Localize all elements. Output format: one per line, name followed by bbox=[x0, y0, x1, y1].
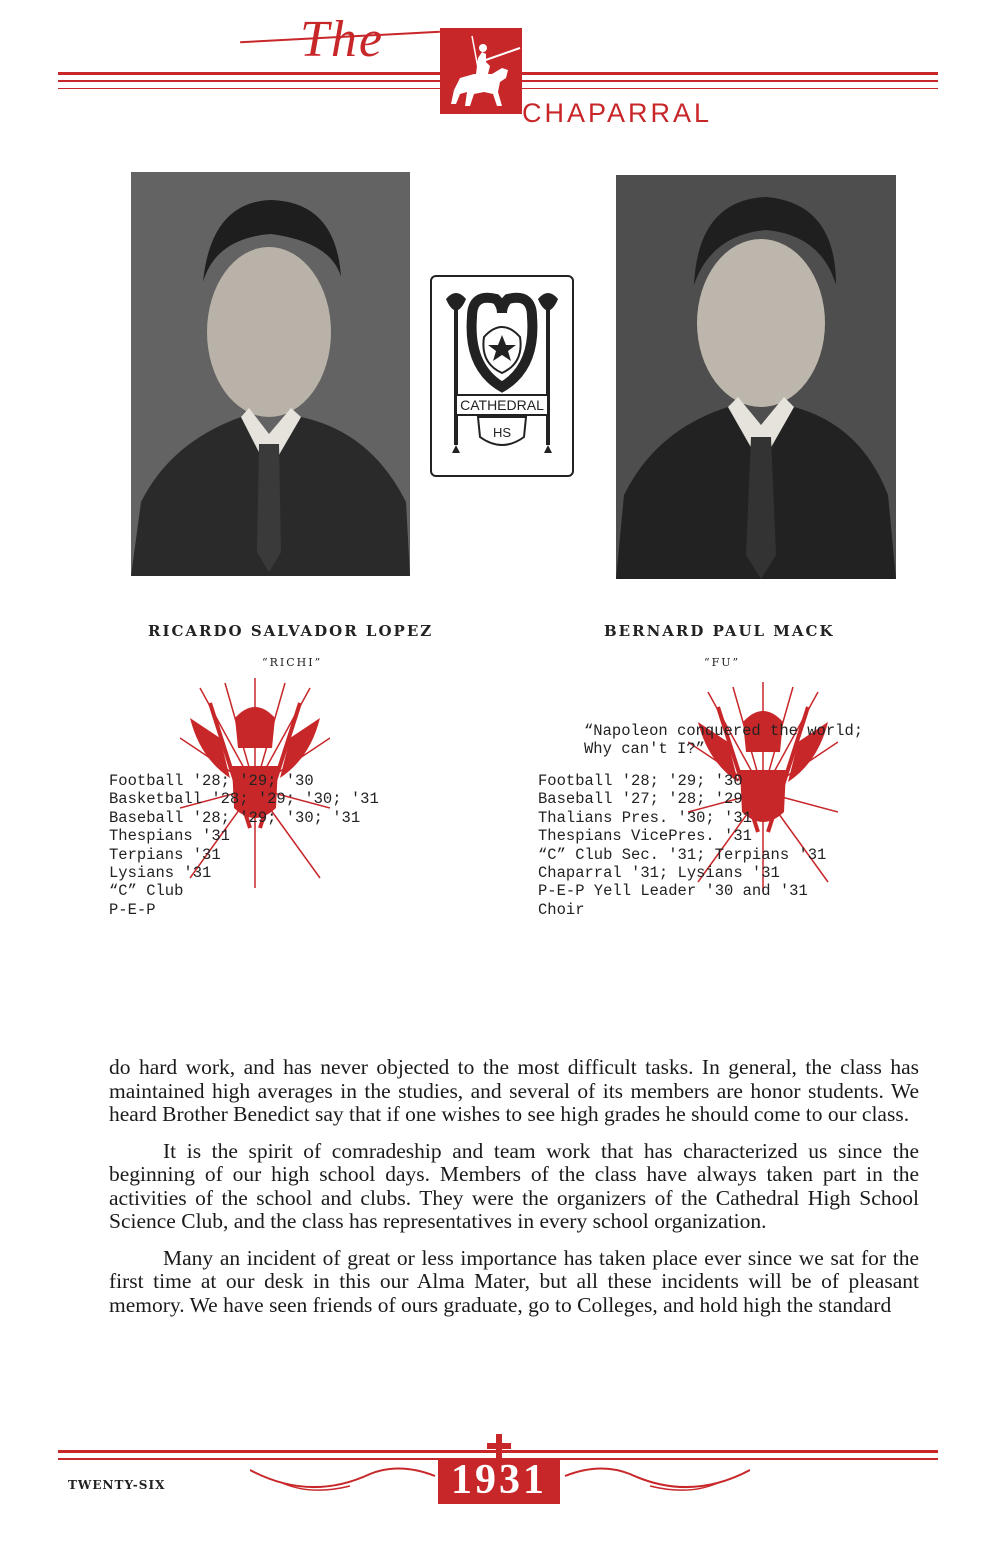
student-activities-lopez: Football '28; '29; '30 Basketball '28; '29; '30; '31 Baseball '28; '29; '30; '31 Thespians '31 Terpians '31 Lysians '31 “C” Club P-E-P bbox=[109, 772, 379, 919]
school-crest-card bbox=[430, 275, 574, 477]
student-nickname-lopez: “RICHI” bbox=[262, 656, 323, 669]
portrait-photo-mack bbox=[616, 175, 896, 579]
student-name-lopez: RICARDO SALVADOR LOPEZ bbox=[148, 622, 434, 640]
knight-on-horse-icon bbox=[440, 28, 522, 114]
student-nickname-mack: “FU” bbox=[704, 656, 741, 669]
crest-initials: HS bbox=[492, 425, 512, 440]
portrait-mack-image bbox=[616, 175, 896, 579]
page-number: TWENTY-SIX bbox=[68, 1478, 166, 1492]
student-name-mack: BERNARD PAUL MACK bbox=[604, 622, 835, 640]
portrait-lopez-image bbox=[131, 172, 410, 576]
body-paragraph-1: do hard work, and has never objected to the most difficult tasks. In general, the class has maintained high averages in the studies, and several of its members are honor students. We heard Brother Benedict say that if one wishes to see high grades he should come to our class. bbox=[109, 1055, 919, 1126]
year-label: 1931 bbox=[451, 1457, 547, 1503]
portrait-photo-lopez bbox=[131, 172, 410, 576]
student-quote-mack: “Napoleon conquered the world; Why can't I?” bbox=[584, 722, 864, 759]
knight-logo bbox=[440, 28, 522, 114]
body-paragraph-2: It is the spirit of comradeship and team work that has characterized us since the beginning of our high school days. Members of the class have always taken part in the activities of the school and clubs. They were the organizers of the Cathedral High School Science Club, and the class has representatives in every school organization. bbox=[109, 1138, 919, 1233]
title-script: The bbox=[300, 11, 384, 68]
cathedral-crest-icon bbox=[432, 277, 572, 475]
body-paragraph-3: Many an incident of great or less importance has taken place ever since we sat for the first time at our desk in this our Alma Mater, but all these incidents will be of pleasant memory. We have seen friends of ours graduate, go to Colleges, and hold high the standard bbox=[109, 1245, 919, 1317]
title-main: CHAPARRAL bbox=[522, 98, 713, 128]
body-text bbox=[109, 1056, 919, 1330]
student-activities-mack: Football '28; '29; '30 Baseball '27; '28; '29 Thalians Pres. '30; '31 Thespians VicePres. '31 “C” Club Sec. '31; Terpians '31 Chaparral '31; Lysians '31 P-E-P Yell Leader '30 and '31 Choir bbox=[538, 772, 827, 919]
crest-school-name: CATHEDRAL bbox=[460, 397, 544, 413]
